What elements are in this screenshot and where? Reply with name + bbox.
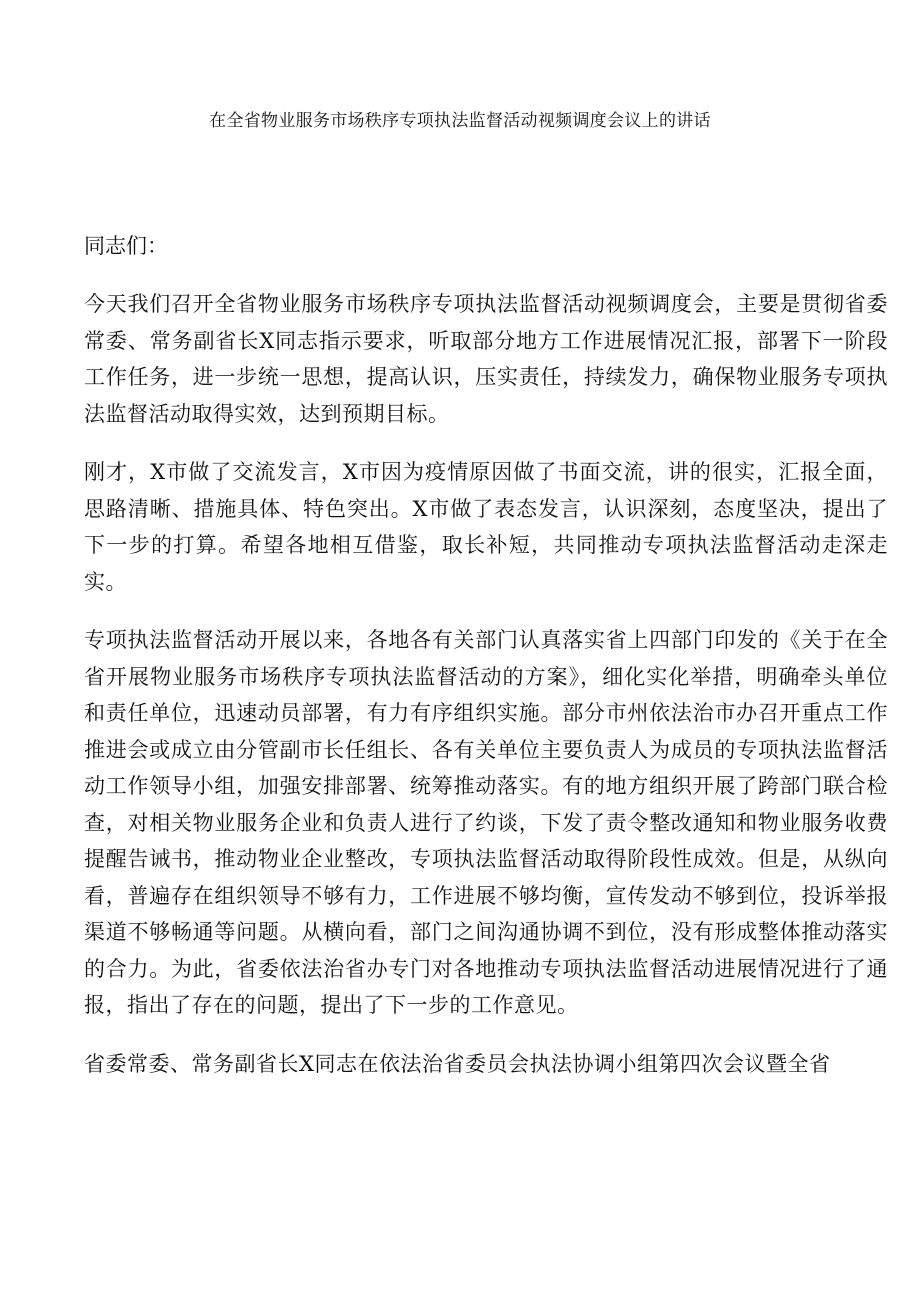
paragraph-exchange-remarks: 刚才，X市做了交流发言，X市因为疫情原因做了书面交流，讲的很实，汇报全面，思路清晰、措施具体、特色突出。X市做了表态发言，认识深刻，态度坚决，提出了下一步的打算。希望各地相互借鉴，取长补短，共同推动专项执法监督活动走深走实。 — [84, 460, 888, 594]
salutation: 同志们： — [84, 234, 168, 258]
paragraph-progress-review: 专项执法监督活动开展以来，各地各有关部门认真落实省上四部门印发的《关于在全省开展物业服务市场秩序专项执法监督活动的方案》，细化实化举措，明确牵头单位和责任单位，迅速动员部署，有力有序组织实施。部分市州依法治市办召开重点工作推进会或成立由分管副市长任组长、各有关单位主要负责人为成员的专项执法监督活动工作领导小组，加强安排部署、统筹推动落实。有的地方组织开展了跨部门联合检查，对相关物业服务企业和负责人进行了约谈，下发了责令整改通知和物业服务收费提醒告诫书，推动物业企业整改，专项执法监督活动取得阶段性成效。但是，从纵向看，普遍存在组织领导不够有力，工作进展不够均衡，宣传发动不够到位，投诉举报渠道不够畅通等问题。从横向看，部门之间沟通协调不到位，没有形成整体推动落实的合力。为此，省委依法治省办专门对各地推动专项执法监督活动进展情况进行了通报，指出了存在的问题，提出了下一步的工作意见。 — [84, 628, 888, 1017]
document-title: 在全省物业服务市场秩序专项执法监督活动视频调度会议上的讲话 — [209, 111, 711, 131]
paragraph-continued: 省委常委、常务副省长X同志在依法治省委员会执法协调小组第四次会议暨全省 — [84, 1051, 831, 1076]
document-body — [84, 228, 888, 1104]
paragraph-opening: 今天我们召开全省物业服务市场秩序专项执法监督活动视频调度会，主要是贯彻省委常委、常务副省长X同志指示要求，听取部分地方工作进展情况汇报，部署下一阶段工作任务，进一步统一思想，提高认识，压实责任，持续发力，确保物业服务专项执法监督活动取得实效，达到预期目标。 — [84, 292, 888, 426]
